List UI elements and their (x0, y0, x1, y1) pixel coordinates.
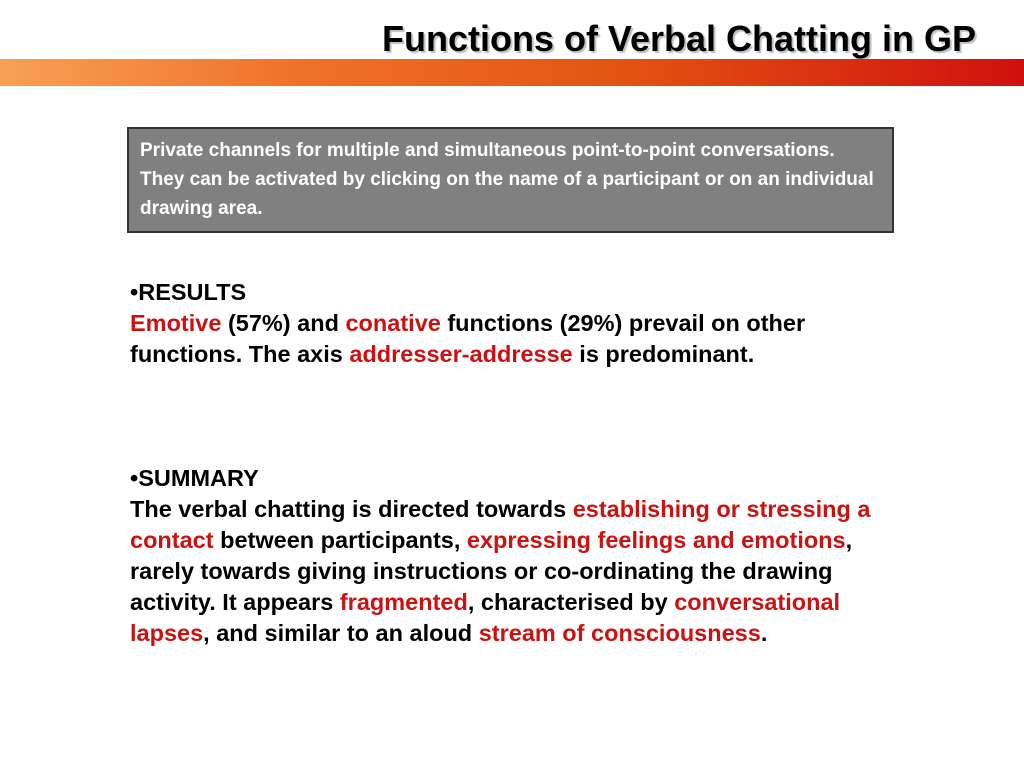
summary-text: The verbal chatting is directed towards (130, 496, 573, 522)
results-emotive: Emotive (130, 310, 222, 336)
summary-highlight: establishing or stressing a contact (130, 496, 871, 553)
results-text: (57%) and (221, 310, 346, 336)
summary-highlight: expressing feelings and emotions (466, 527, 846, 553)
summary-text: , and similar to an aloud (203, 620, 479, 646)
summary-text: , rarely towards giving instructions or co-ordinating the drawing activity. It appears (130, 527, 853, 615)
summary-text: , characterised by (467, 589, 675, 615)
results-axis: addresser-addresse (349, 341, 573, 367)
results-conative: conative (345, 310, 441, 336)
summary-heading: •SUMMARY (130, 465, 259, 491)
summary-highlight: fragmented (339, 589, 468, 615)
results-heading: •RESULTS (130, 279, 247, 305)
slide-title: Functions of Verbal Chatting in GP (381, 18, 976, 59)
summary-section (130, 463, 890, 649)
summary-text: between participants, (213, 527, 467, 553)
title-accent-bar (0, 59, 1024, 86)
results-text: is predominant. (572, 341, 755, 367)
results-section (130, 277, 890, 370)
summary-text: . (760, 620, 768, 646)
note-box: Private channels for multiple and simultaneous point-to-point conversations. They can be activated by clicking on the name of a participant or on an individual drawing area. (127, 127, 894, 233)
summary-highlight: conversational lapses (130, 589, 841, 646)
summary-highlight: stream of consciousness (478, 620, 761, 646)
results-text: functions (29%) prevail on other functions. The axis (130, 310, 806, 367)
